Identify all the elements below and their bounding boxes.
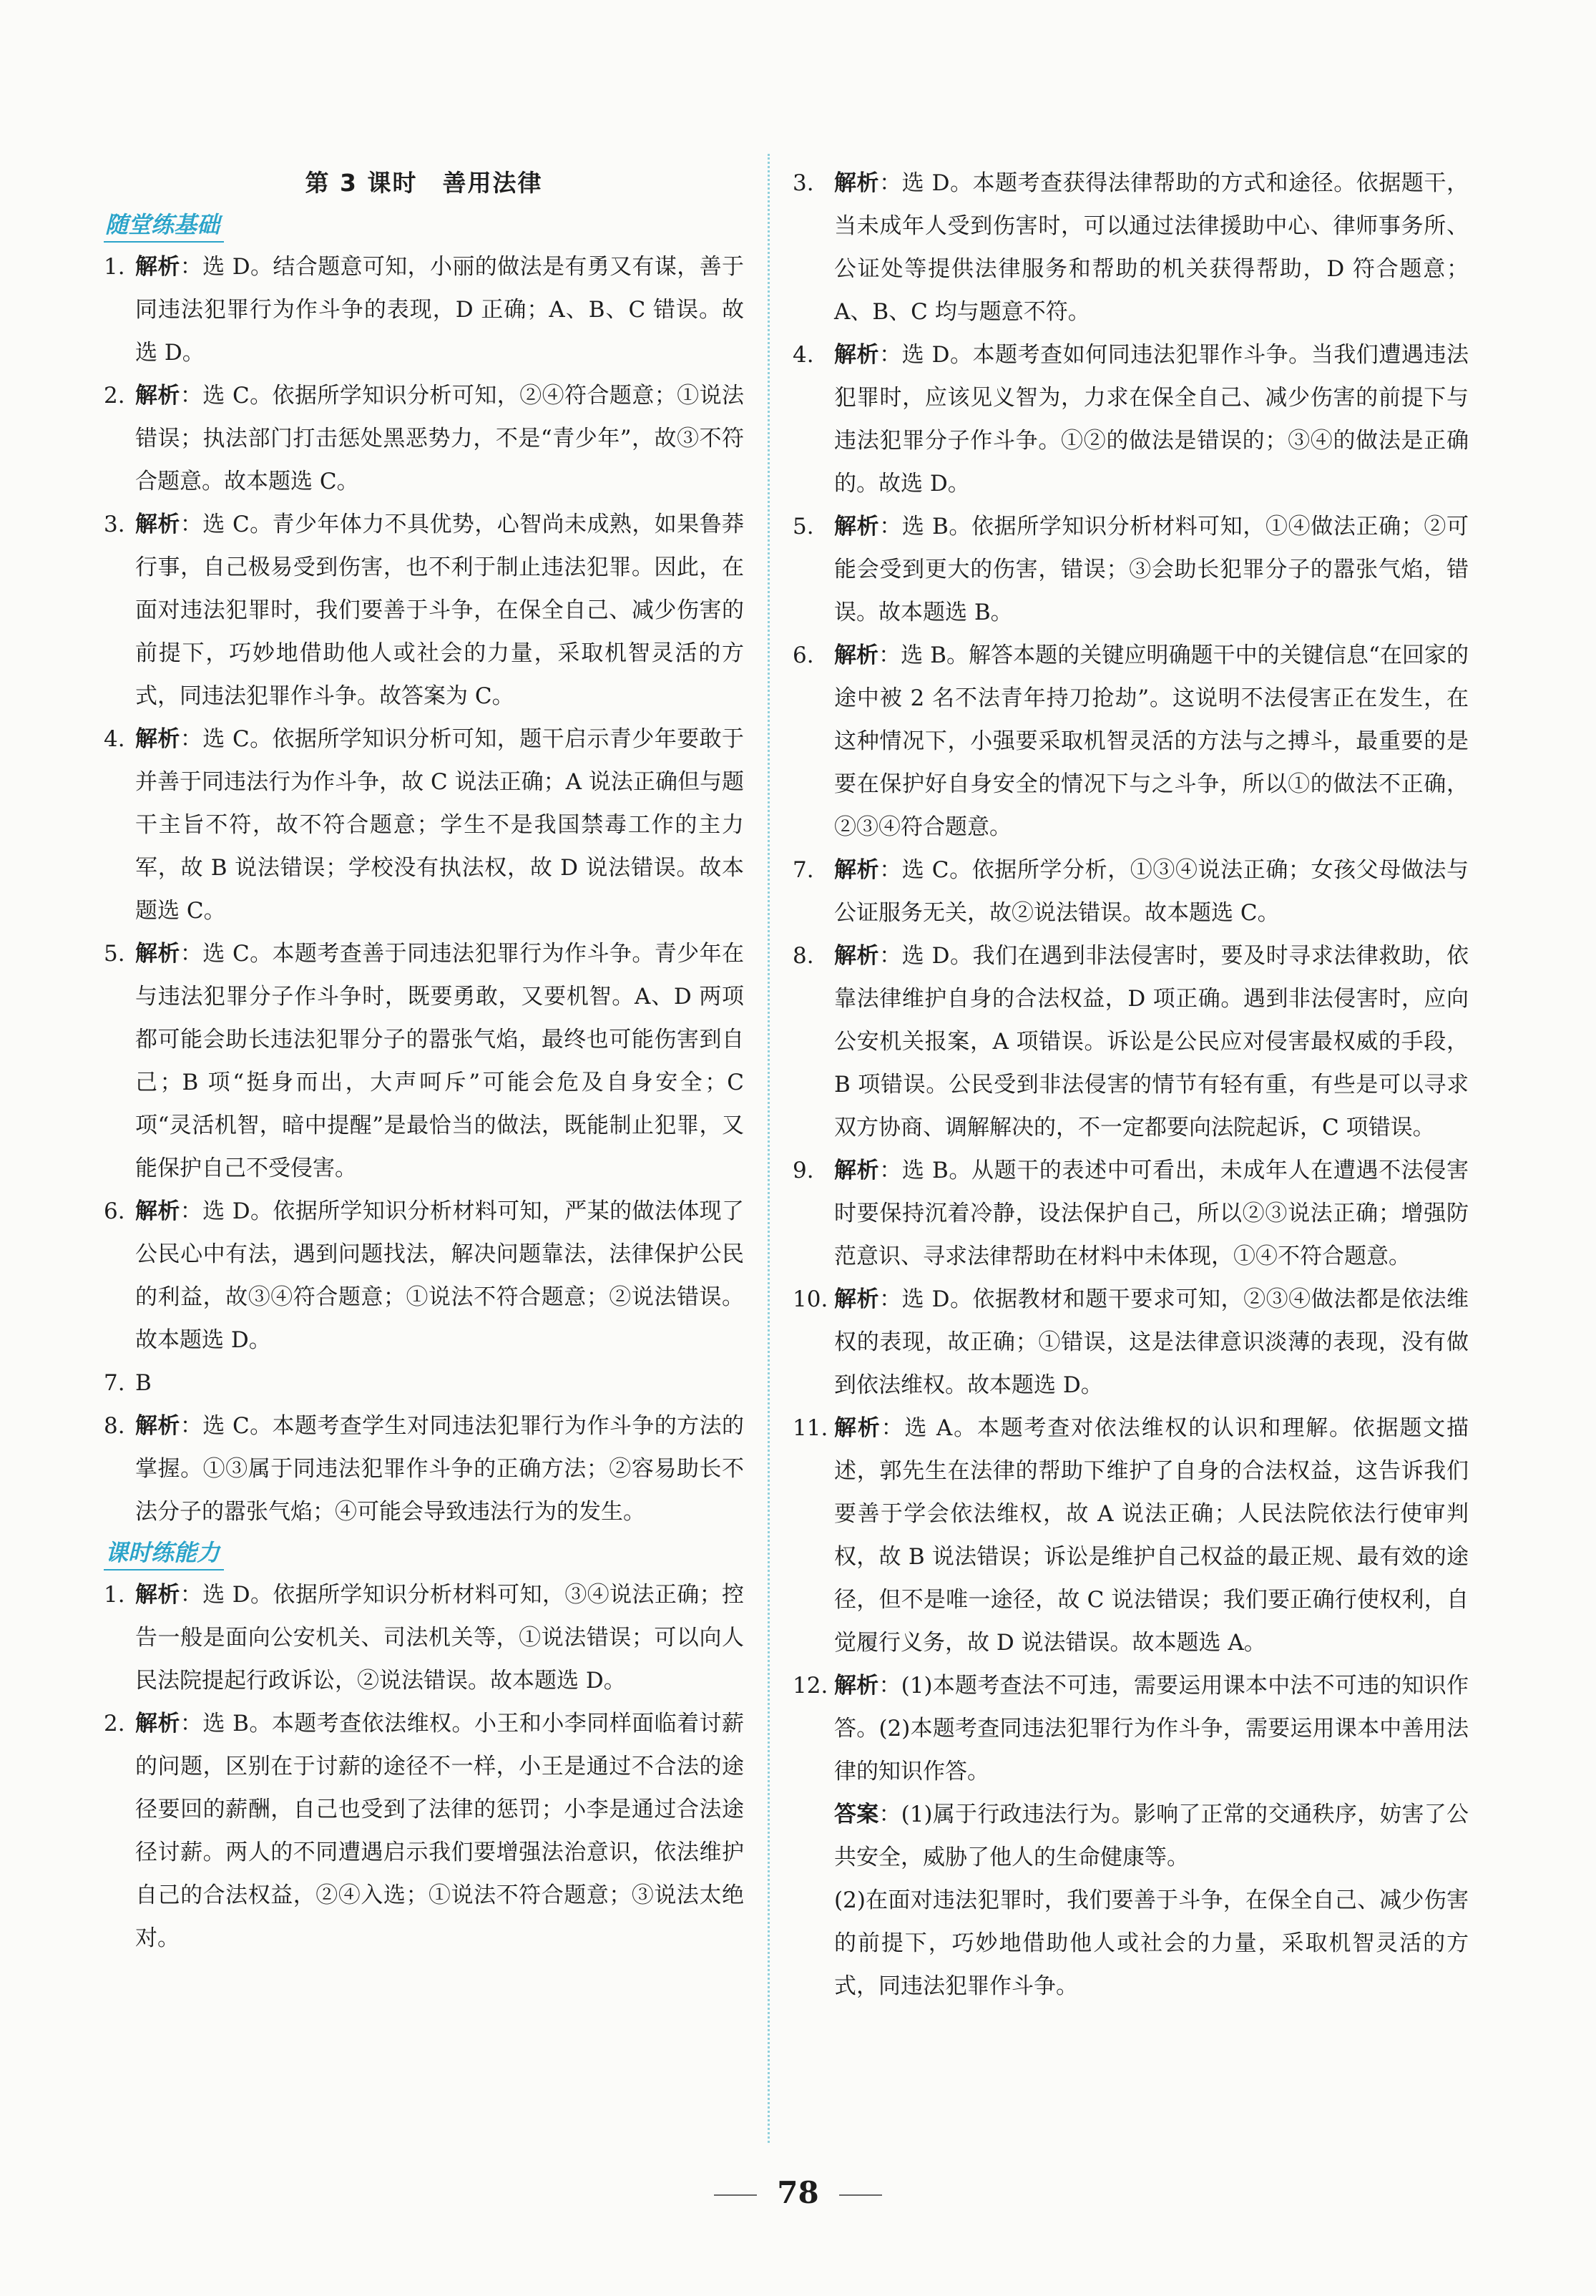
jiexi-label: 解析 — [834, 1415, 881, 1441]
item-body — [834, 1407, 1469, 1664]
item-number: 5. — [104, 941, 125, 967]
answer-part-1 — [834, 1793, 1469, 1879]
basic-answer-list — [104, 245, 744, 1533]
answer-item — [104, 932, 744, 1190]
item-number: 4. — [104, 726, 125, 752]
item-number: 11. — [793, 1415, 828, 1441]
item-body — [135, 1702, 744, 1960]
jiexi-label: 解析 — [135, 726, 180, 752]
item-text: ：选 D。依据所学知识分析材料可知，严某的做法体现了公民心中有法，遇到问题找法，解决问题靠法，法律保护公民的利益，故③④符合题意；①说法不符合题意；②说法错误。故本题选 D。 — [135, 1198, 744, 1353]
item-text: ：选 C。本题考查善于同违法犯罪行为作斗争。青少年在与违法犯罪分子作斗争时，既要勇敢，又要机智。A、D 两项都可能会助长违法犯罪分子的嚣张气焰，最终也可能伤害到自己；B 项“挺身而出，大声呵斥”可能会危及自身安全；C 项“灵活机智，暗中提醒”是最恰当的做法，既能制止犯罪，又能保护自己不受侵害。 — [135, 941, 745, 1181]
answer-item — [793, 1664, 1469, 1793]
item-number: 1. — [104, 254, 125, 280]
left-column — [104, 165, 744, 1960]
item-number: 8. — [104, 1413, 125, 1439]
item-text: ：选 D。结合题意可知，小丽的做法是有勇又有谋，善于同违法犯罪行为作斗争的表现，D 正确；A、B、C 错误。故选 D。 — [135, 254, 744, 366]
item-number: 9. — [793, 1158, 814, 1183]
item-body — [135, 1405, 744, 1533]
answer-item — [793, 849, 1469, 934]
item-text: ：选 B。依据所学知识分析材料可知，①④做法正确；②可能会受到更大的伤害，错误；③会助长犯罪分子的嚣张气焰，错误。故本题选 B。 — [834, 514, 1469, 625]
answer-item — [104, 1362, 744, 1405]
item-number: 12. — [793, 1673, 828, 1699]
page-title: 第 3 课时 善用法律 — [305, 169, 543, 197]
item-number: 5. — [793, 514, 814, 539]
answer-item — [793, 934, 1469, 1149]
item-body — [135, 245, 744, 374]
item-text: ：选 B。解答本题的关键应明确题干中的关键信息“在回家的途中被 2 名不法青年持刀抢劫”。这说明不法侵害正在发生，在这种情况下，小强要采取机智灵活的方法与之搏斗，最重要的是要在保护好自身安全的情况下与之斗争，所以①的做法不正确，②③④符合题意。 — [834, 643, 1469, 840]
item-number: 7. — [793, 857, 814, 883]
item-number: 3. — [793, 170, 814, 196]
column-divider — [768, 154, 770, 2143]
answer-item — [104, 1190, 744, 1362]
footer-dash-left — [714, 2194, 757, 2196]
answer-item — [104, 718, 744, 932]
item-body — [135, 1362, 744, 1405]
item-body — [834, 934, 1469, 1149]
item-text: ：选 A。本题考查对依法维权的认识和理解。依据题文描述，郭先生在法律的帮助下维护了自身的合法权益，这告诉我们要善于学会依法维权，故 A 说法正确；人民法院依法行使审判权，故 B 说法错误；诉讼是维护自己权益的最正规、最有效的途径，但不是唯一途径，故 C 说法错误；我们要正确行使权利，自觉履行义务，故 D 说法错误。故本题选 A。 — [834, 1415, 1469, 1656]
item-text: ：选 C。依据所学分析，①③④说法正确；女孩父母做法与公证服务无关，故②说法错误。故本题选 C。 — [834, 857, 1469, 926]
item-text: ：选 D。依据教材和题干要求可知，②③④做法都是依法维权的表现，故正确；①错误，这是法律意识淡薄的表现，没有做到依法维权。故本题选 D。 — [834, 1286, 1469, 1398]
item-text: ：选 C。依据所学知识分析可知，题干启示青少年要敢于并善于同违法行为作斗争，故 C 说法正确；A 说法正确但与题干主旨不符，故不符合题意；学生不是我国禁毒工作的主力军，故 B 说法错误；学校没有执法权，故 D 说法错误。故本题选 C。 — [135, 726, 745, 924]
answer-item — [104, 1573, 744, 1702]
right-column — [793, 162, 1469, 2008]
item-number: 8. — [793, 943, 814, 969]
item-body — [135, 1190, 744, 1362]
item-body — [834, 162, 1469, 333]
item-body — [834, 1278, 1469, 1407]
jiexi-label: 解析 — [834, 170, 880, 196]
jiexi-label: 解析 — [135, 941, 180, 967]
answer-item — [793, 333, 1469, 505]
answer-item — [104, 1405, 744, 1533]
item-body — [834, 634, 1469, 849]
jiexi-label: 解析 — [135, 254, 180, 280]
item-body — [135, 932, 744, 1190]
item-text: ：(1)本题考查法不可违，需要运用课本中法不可违的知识作答。(2)本题考查同违法犯罪行为作斗争，需要运用课本中善用法律的知识作答。 — [834, 1673, 1469, 1784]
answer-item — [793, 162, 1469, 333]
item-number: 6. — [104, 1198, 125, 1224]
answer-part-2: (2)在面对违法犯罪时，我们要善于斗争，在保全自己、减少伤害的前提下，巧妙地借助他人或社会的力量，采取机智灵活的方式，同违法犯罪作斗争。 — [834, 1887, 1469, 1999]
item-text: ：选 B。本题考查依法维权。小王和小李同样面临着讨薪的问题，区别在于讨薪的途径不一样，小王是通过不合法的途径要回的薪酬，自己也受到了法律的惩罚；小李是通过合法途径讨薪。两人的不同遭遇启示我们要增强法治意识，依法维护自己的合法权益，②④入选；①说法不符合题意；③说法太绝对。 — [135, 1711, 744, 1951]
item-number: 1. — [104, 1582, 125, 1608]
answer-item — [793, 634, 1469, 849]
item-text: ：选 B。从题干的表述中可看出，未成年人在遭遇不法侵害时要保持沉着冷静，设法保护自己，所以②③说法正确；增强防范意识、寻求法律帮助在材料中未体现，①④不符合题意。 — [834, 1158, 1469, 1269]
item-text: ：选 D。本题考查获得法律帮助的方式和途径。依据题干，当未成年人受到伤害时，可以通过法律援助中心、律师事务所、公证处等提供法律服务和帮助的机关获得帮助，D 符合题意；A、B、C 均与题意不符。 — [834, 170, 1469, 325]
item-text: ：选 D。依据所学知识分析材料可知，③④说法正确；控告一般是面向公安机关、司法机关等，①说法错误；可以向人民法院提起行政诉讼，②说法错误。故本题选 D。 — [135, 1582, 744, 1694]
item-text: ：选 C。依据所学知识分析可知，②④符合题意；①说法错误；执法部门打击惩处黑恶势力，不是“青少年”，故③不符合题意。故本题选 C。 — [135, 383, 745, 494]
item-body — [834, 333, 1469, 505]
answer-block — [793, 1793, 1469, 2008]
item-text: ：选 C。本题考查学生对同违法犯罪行为作斗争的方法的掌握。①③属于同违法犯罪作斗争的正确方法；②容易助长不法分子的嚣张气焰；④可能会导致违法行为的发生。 — [135, 1413, 745, 1525]
item-body — [135, 1573, 744, 1702]
item-body — [834, 849, 1469, 934]
jiexi-label: 解析 — [834, 514, 880, 539]
item-body — [135, 718, 744, 932]
item-number: 10. — [793, 1286, 828, 1312]
section-heading-ability: 课时练能力 — [104, 1535, 224, 1570]
item-number: 3. — [104, 512, 125, 537]
item-number: 6. — [793, 643, 814, 668]
jiexi-label: 解析 — [135, 1582, 180, 1608]
jiexi-label: 解析 — [834, 857, 880, 883]
item-text: ：选 D。我们在遇到非法侵害时，要及时寻求法律救助，依靠法律维护自身的合法权益，D 项正确。遇到非法侵害时，应向公安机关报案，A 项错误。诉讼是公民应对侵害最权威的手段，B 项错误。公民受到非法侵害的情节有轻有重，有些是可以寻求双方协商、调解解决的，不一定都要向法院起诉，C 项错误。 — [834, 943, 1469, 1140]
jiexi-label: 解析 — [834, 943, 880, 969]
jiexi-label: 解析 — [834, 643, 879, 668]
answer-label: 答案 — [834, 1802, 879, 1827]
jiexi-label: 解析 — [834, 1673, 879, 1699]
answer-item — [793, 1278, 1469, 1407]
item-body — [834, 1664, 1469, 1793]
item-body — [135, 374, 744, 503]
answer-item — [104, 245, 744, 374]
answer-item — [104, 1702, 744, 1960]
item-text: ：选 D。本题考查如何同违法犯罪作斗争。当我们遭遇违法犯罪时，应该见义智为，力求在保全自己、减少伤害的前提下与违法犯罪分子作斗争。①②的做法是错误的；③④的做法是正确的。故选 D。 — [834, 342, 1469, 497]
item-text: ：选 C。青少年体力不具优势，心智尚未成熟，如果鲁莽行事，自己极易受到伤害，也不利于制止违法犯罪。因此，在面对违法犯罪时，我们要善于斗争，在保全自己、减少伤害的前提下，巧妙地借助他人或社会的力量，采取机智灵活的方式，同违法犯罪作斗争。故答案为 C。 — [135, 512, 745, 709]
jiexi-label: 解析 — [135, 512, 180, 537]
item-number: 4. — [793, 342, 814, 368]
answer-item — [793, 505, 1469, 634]
item-body — [834, 1149, 1469, 1278]
answer-item — [793, 1149, 1469, 1278]
item-text: B — [135, 1370, 152, 1396]
jiexi-label: 解析 — [834, 1158, 880, 1183]
answer-item — [104, 503, 744, 718]
page-number: 78 — [777, 2175, 819, 2210]
item-body — [834, 505, 1469, 634]
jiexi-label: 解析 — [834, 342, 880, 368]
answer-text-1: ：(1)属于行政违法行为。影响了正常的交通秩序，妨害了公共安全，威胁了他人的生命健康等。 — [834, 1802, 1469, 1870]
jiexi-label: 解析 — [135, 383, 180, 409]
footer-dash-right — [839, 2194, 882, 2196]
item-number: 2. — [104, 1711, 125, 1736]
jiexi-label: 解析 — [135, 1711, 180, 1736]
item-number: 7. — [104, 1370, 125, 1396]
jiexi-label: 解析 — [135, 1413, 180, 1439]
answer-item — [104, 374, 744, 503]
ability-answer-list-left — [104, 1573, 744, 1960]
jiexi-label: 解析 — [834, 1286, 880, 1312]
jiexi-label: 解析 — [135, 1198, 180, 1224]
answer-item — [793, 1407, 1469, 1664]
section-heading-basic: 随堂练基础 — [104, 207, 224, 243]
page-footer — [0, 2175, 1596, 2210]
ability-answer-list-right — [793, 162, 1469, 1793]
item-body — [135, 503, 744, 718]
item-number: 2. — [104, 383, 125, 409]
